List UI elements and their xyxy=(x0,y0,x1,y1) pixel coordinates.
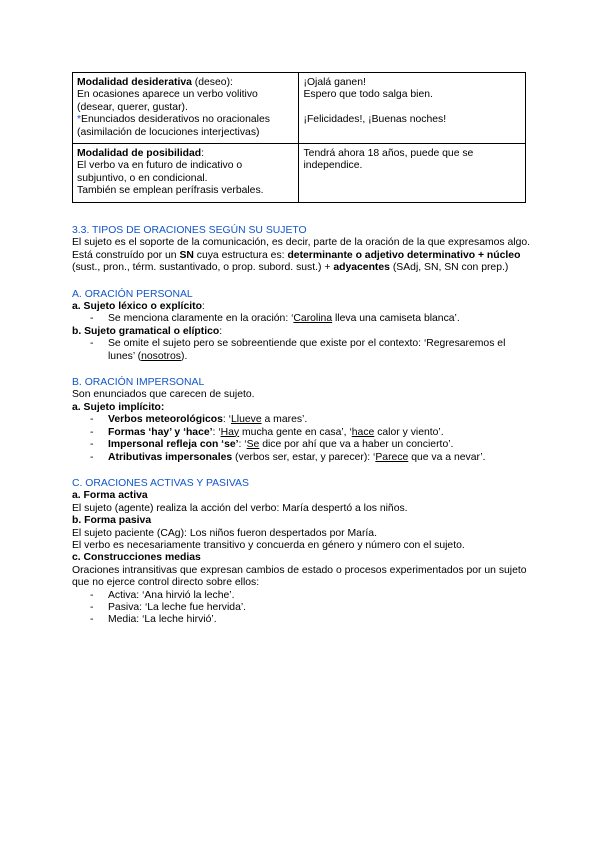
section-heading: 3.3. TIPOS DE ORACIONES SEGÚN SU SUJETO xyxy=(72,225,307,236)
subheading xyxy=(72,402,532,414)
row-title-rest: : xyxy=(201,148,205,160)
text-run: : xyxy=(219,325,223,337)
table-cell xyxy=(299,144,526,203)
subheading xyxy=(72,301,532,313)
text-run: (SAdj, SN, SN con prep.) xyxy=(389,262,509,274)
bold-run: c. Construcciones medias xyxy=(72,552,201,564)
dash-bullet: - xyxy=(90,338,94,350)
table-row xyxy=(73,144,526,203)
text-run: (verbos ser, estar, y parecer): ‘ xyxy=(232,451,376,463)
paragraph: El sujeto (agente) realiza la acción del verbo: María despertó a los niños. xyxy=(72,502,408,514)
paragraph: Oraciones intransitivas que expresan cambios de estado o procesos experimentados por un sujeto que no ejerce control directo sobre ellos: xyxy=(72,564,527,589)
list-item xyxy=(72,602,532,614)
text-run: : ‘ xyxy=(238,439,247,451)
list-item xyxy=(72,338,532,363)
underlined-run: Llueve xyxy=(231,414,262,426)
bold-run: Formas ‘hay’ y ‘hace’ xyxy=(108,426,213,438)
text-run: Se menciona claramente en la oración: ‘ xyxy=(108,313,294,325)
text-run: Media: ‘La leche hirvió’. xyxy=(108,614,217,626)
section-heading: C. ORACIONES ACTIVAS Y PASIVAS xyxy=(72,477,249,489)
text-run: que va a nevar’. xyxy=(408,451,486,463)
bold-run: Verbos meteorológicos xyxy=(108,414,223,426)
bold-run: b. Sujeto gramatical o elíptico xyxy=(72,325,220,337)
underlined-run: Parece xyxy=(375,451,409,463)
list-item xyxy=(72,590,532,602)
subheading xyxy=(72,326,532,338)
dash-bullet: - xyxy=(90,601,94,613)
list-item xyxy=(72,313,532,325)
paragraph: El verbo es necesariamente transitivo y concuerda en género y número con el sujeto. xyxy=(72,539,465,551)
subheading xyxy=(72,552,532,564)
list-item xyxy=(72,439,532,451)
bold-run: Atributivas impersonales xyxy=(108,451,233,463)
bold-run: SN xyxy=(179,249,194,261)
section-heading: A. ORACIÓN PERSONAL xyxy=(72,288,193,300)
underlined-run: hace xyxy=(351,426,375,438)
list-item xyxy=(72,427,532,439)
subheading xyxy=(72,515,532,527)
text-run: ). xyxy=(180,350,188,362)
text-run: : ‘ xyxy=(212,426,221,438)
list-item xyxy=(72,414,532,426)
text-run: calor y viento’. xyxy=(374,426,444,438)
text-run: Activa: ‘Ana hirvió la leche’. xyxy=(108,589,235,601)
section-heading: B. ORACIÓN IMPERSONAL xyxy=(72,377,205,389)
bold-run: a. Sujeto implícito: xyxy=(72,401,165,413)
main-content xyxy=(72,225,532,627)
spacer xyxy=(303,102,521,114)
dash-bullet: - xyxy=(90,414,94,426)
dash-list xyxy=(72,590,532,627)
paragraph xyxy=(72,250,532,275)
list-item xyxy=(72,614,532,626)
text-run: a mares’. xyxy=(261,414,308,426)
text-run: Pasiva: ‘La leche fue hervida’. xyxy=(108,601,247,613)
example-text: ¡Felicidades!, ¡Buenas noches! xyxy=(303,113,447,125)
paragraph: El sujeto es el soporte de la comunicación, es decir, parte de la oración de la que expresamos algo. xyxy=(72,237,531,249)
dash-bullet: - xyxy=(90,426,94,438)
text-run: Está construído por un xyxy=(72,249,180,261)
subheading xyxy=(72,490,532,502)
dash-bullet: - xyxy=(90,439,94,451)
dash-bullet: - xyxy=(90,589,94,601)
example-text: Espero que todo salga bien. xyxy=(303,89,433,101)
row-text: También se emplean perífrasis verbales. xyxy=(77,185,264,197)
table-cell xyxy=(299,73,526,144)
list-item xyxy=(72,452,532,464)
text-run: Se omite el sujeto pero se sobreentiende que existe por el contexto: ‘Regresaremos el lunes’ ( xyxy=(108,338,506,362)
paragraph: El sujeto paciente (CAg): Los niños fueron despertados por María. xyxy=(72,527,377,539)
table-row xyxy=(73,73,526,144)
table-cell xyxy=(73,144,299,203)
bold-run: a. Forma activa xyxy=(72,490,148,502)
table-cell xyxy=(73,73,299,144)
text-run: dice por ahí que va a haber un concierto’. xyxy=(259,439,454,451)
text-run: (sust., pron., térm. sustantivado, o prop. subord. sust.) + xyxy=(72,262,334,274)
dash-list xyxy=(72,338,532,363)
underlined-run: Se xyxy=(246,439,260,451)
row-text: Enunciados desiderativos no oracionales (asimilación de locuciones interjectivas) xyxy=(77,114,270,138)
bold-run: adyacentes xyxy=(333,262,390,274)
row-title: Modalidad desiderativa xyxy=(77,77,192,88)
bold-run: a. Sujeto léxico o explícito xyxy=(72,301,202,313)
example-text: Tendrá ahora 18 años, puede que se independice. xyxy=(303,148,474,172)
bold-run: determinante o adjetivo determinativo + núcleo xyxy=(287,249,521,261)
bold-run: Impersonal refleja con ‘se’ xyxy=(108,439,239,451)
bold-run: b. Forma pasiva xyxy=(72,515,152,527)
text-run: mucha gente en casa’, ‘ xyxy=(239,426,352,438)
underlined-run: Carolina xyxy=(293,313,333,325)
text-run: : xyxy=(201,301,205,313)
row-title-rest: (deseo): xyxy=(191,77,233,88)
text-run: lleva una camiseta blanca’. xyxy=(332,313,460,325)
row-text: El verbo va en futuro de indicativo o subjuntivo, o en condicional. xyxy=(77,160,243,184)
row-title: Modalidad de posibilidad xyxy=(77,148,202,160)
example-text: ¡Ojalá ganen! xyxy=(303,77,366,88)
paragraph: Son enunciados que carecen de sujeto. xyxy=(72,389,255,401)
text-run: : ‘ xyxy=(222,414,231,426)
dash-bullet: - xyxy=(90,614,94,626)
underlined-run: nosotros xyxy=(141,350,181,362)
dash-bullet: - xyxy=(90,451,94,463)
underlined-run: Hay xyxy=(220,426,240,438)
modality-table xyxy=(72,72,526,203)
star-mark: * xyxy=(77,114,82,126)
dash-bullet: - xyxy=(90,313,94,325)
row-text: En ocasiones aparece un verbo volitivo (desear, querer, gustar). xyxy=(77,89,258,113)
dash-list xyxy=(72,313,532,325)
dash-list xyxy=(72,414,532,464)
text-run: cuya estructura es: xyxy=(193,249,288,261)
